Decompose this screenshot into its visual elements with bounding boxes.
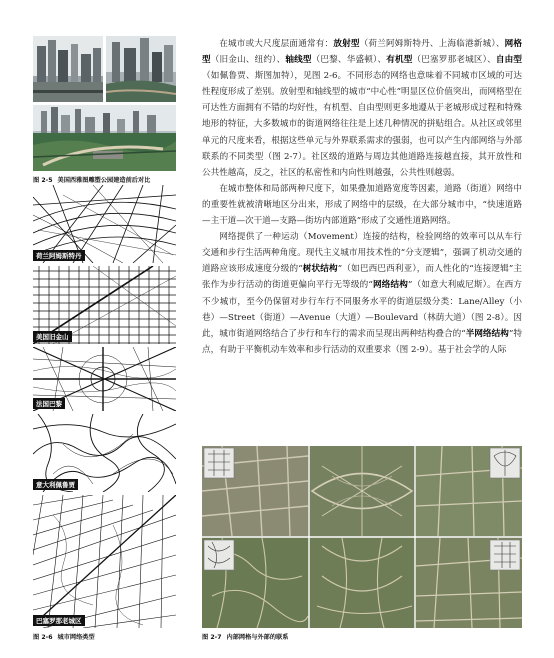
fig-2-7-caption-text: 内部网格与外部的联系	[226, 634, 289, 641]
bold-term: 自由型	[495, 55, 522, 66]
fig-2-6-panel-perugia	[33, 414, 176, 492]
fig-2-5-photo-before-left	[33, 36, 103, 102]
fig-2-5-caption-text: 美国西雅图雕塑公园建造前后对比	[57, 177, 151, 184]
text-run: （如佩鲁贾、斯图加特），见图 2-6。不同形态的网络也意味着不同城市区域的可达性程度形成了差别。放射型和轴线型的城市“中心性”明显区位价值突出，而网格型在可达性方面拥有不错的均好性，有机型、自由型则更多地遵从于老城形成过程和特殊地形的特征，大多数城市的街道网络往往是上述几种情况的拼贴组合。从社区或邻里单元的尺度来看，根据这些单元与外界联系需求的强弱，也可以产生内部网络与外部联系的不同类型（图 2-7）。社区级的道路与周边其他道路连接越直接，其开放性和公共性越高，反之，社区的私密性和内向性则越强，公共性则越弱。	[202, 71, 522, 178]
text-run: 在城市或大尺度层面通常有：	[219, 39, 334, 49]
bold-term: 树状结构	[302, 264, 338, 275]
bold-term: 轴线型	[285, 55, 312, 66]
fig-2-6-panel-amsterdam	[33, 185, 176, 263]
paragraph-3	[202, 229, 522, 358]
fig-2-6-label-amsterdam: 荷兰阿姆斯特丹	[33, 250, 85, 261]
text-run: （荷兰阿姆斯特丹、上海临港新城）、	[359, 39, 505, 49]
paragraph-1	[202, 36, 522, 181]
fig-2-5-photo-after	[33, 105, 176, 171]
fig-2-6-label-san-francisco: 美国旧金山	[33, 331, 72, 342]
fig-2-5-number: 图 2-5	[33, 177, 53, 184]
text-run: ”（如巴西巴西利亚），而人性化的“连接逻辑”主张作为步行活动的街道更偏向平行无等级的“	[202, 264, 522, 291]
bold-term: 有机型	[386, 55, 413, 66]
fig-2-7-number: 图 2-7	[202, 634, 222, 641]
text-run: 在城市整体和局部两种尺度下，如果叠加道路宽度等因素，道路（街道）网络中的重要性就被清晰地区分出来，形成了网络中的层级，在大部分城市中，“快速道路—主干道—次干道—支路—街坊内部道路”形成了交通性道路网络。	[202, 183, 522, 227]
bold-term: 放射型	[333, 39, 360, 49]
text-run: （旧金山、纽约）、	[210, 55, 286, 66]
bold-term: 网络结构	[372, 280, 409, 291]
fig-2-5-photo-before-right	[106, 36, 176, 102]
fig-2-6-panel-paris	[33, 347, 176, 411]
fig-2-6-panel-barcelona	[33, 495, 176, 628]
fig-2-7-mosaic	[202, 446, 522, 628]
fig-2-5-caption	[33, 175, 150, 184]
fig-2-6-number: 图 2-6	[33, 634, 53, 641]
paragraph-2	[202, 181, 522, 229]
fig-2-7-caption	[202, 632, 288, 641]
fig-2-6-label-paris: 法国巴黎	[33, 398, 65, 409]
text-run: ”特点，有助于平衡机动车效率和步行活动的双重要求（图 2-9）。基于社会学的人际	[202, 328, 522, 355]
text-run: 网络提供了一种运动（Movement）连接的结构，检验网络的效率可以从车行交通和步行生活两种角度。现代主义城市用技术性的“分支逻辑”，强调了机动交通的道路应该形成速度分级的“	[202, 232, 522, 275]
fig-2-6-caption	[33, 632, 95, 641]
fig-2-6-label-perugia: 意大利佩鲁贾	[33, 479, 78, 490]
text-run: （巴塞罗那老城区）、	[412, 55, 496, 66]
bold-term: 网格型	[202, 39, 522, 66]
bold-term: 半网络结构	[465, 328, 509, 339]
fig-2-6-panel-san-francisco	[33, 266, 176, 344]
fig-2-6-label-barcelona: 巴塞罗那老城区	[33, 615, 85, 626]
text-run: （巴黎、华盛顿）、	[311, 55, 387, 66]
body-text	[202, 36, 522, 358]
fig-2-6-caption-text: 城市网络类型	[57, 634, 95, 641]
text-run: ”（如意大利威尼斯）。在西方不少城市，至今仍保留对步行车行不同服务水平的街道层级分类：Lane/Alley（小巷）—Street（街道）—Avenue（大道）—Boulevard（林荫大道）（图 2-8）。因此，城市街道网络结合了步行和车行的需求而呈现出两种结构叠合的“	[202, 280, 522, 339]
